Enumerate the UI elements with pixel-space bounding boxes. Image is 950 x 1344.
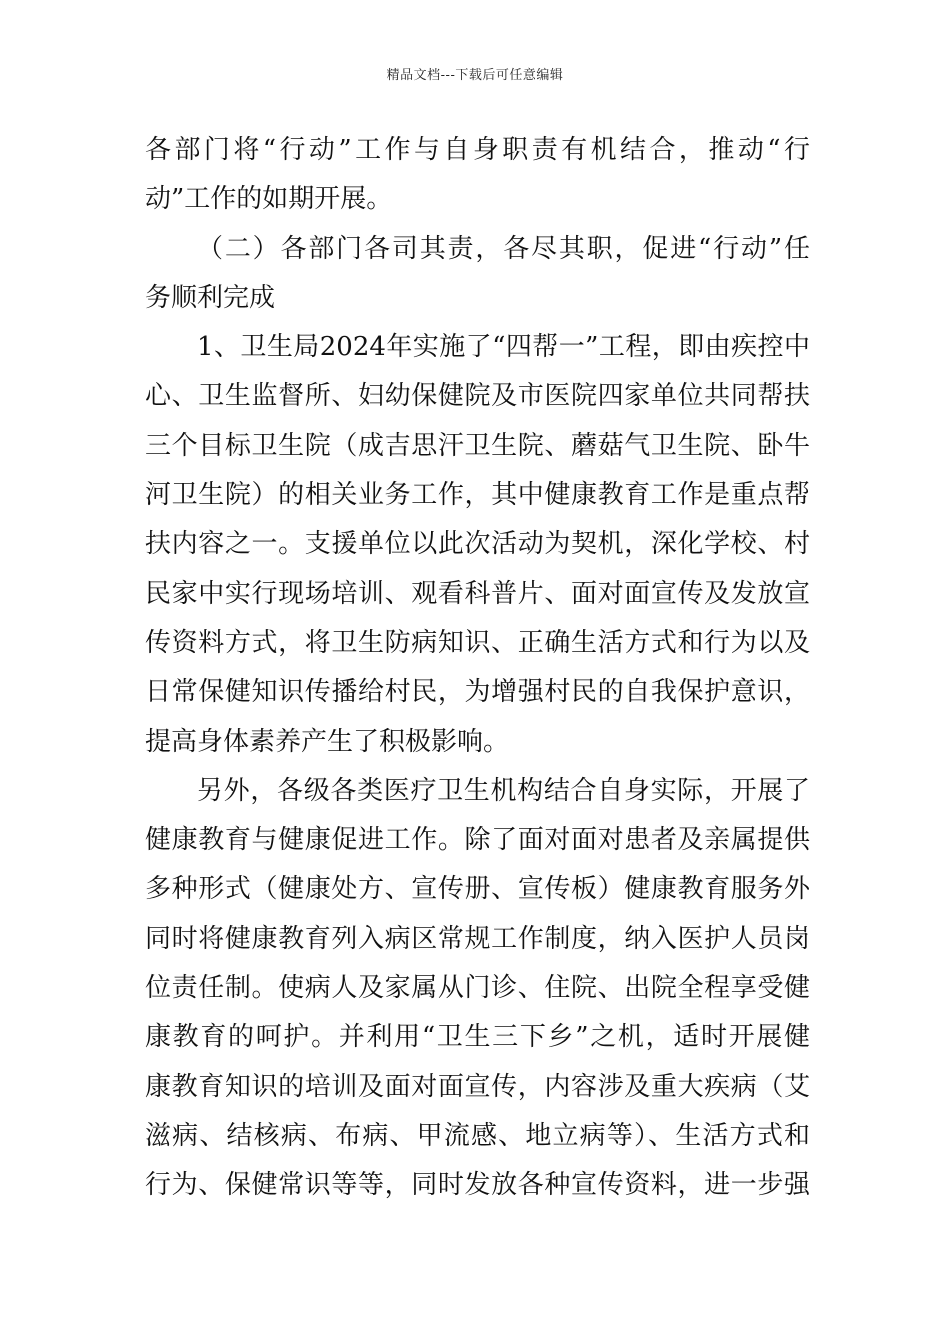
text-line: 民家中实行现场培训、观看科普片、面对面宣传及发放宣 [145, 578, 810, 609]
text-line: 1、卫生局2024年实施了“四帮一”工程，即由疾控中 [197, 332, 810, 363]
text-line: 传资料方式，将卫生防病知识、正确生活方式和行为以及 [145, 627, 810, 658]
text-line: 扶内容之一。支援单位以此次活动为契机，深化学校、村 [145, 529, 810, 560]
text-line: 同时将健康教育列入病区常规工作制度，纳入医护人员岗 [145, 923, 810, 954]
paragraph-1 [145, 126, 810, 225]
text-line: 各部门将“行动”工作与自身职责有机结合，推动“行 [145, 135, 810, 165]
text-line: 滋病、结核病、布病、甲流感、地立病等）、生活方式和 [145, 1120, 810, 1151]
text-line: 务顺利完成 [145, 282, 276, 313]
paragraph-3 [145, 323, 810, 767]
paragraph-4 [145, 767, 810, 1211]
text-line: 另外，各级各类医疗卫生机构结合自身实际，开展了 [197, 775, 810, 806]
text-line: 河卫生院）的相关业务工作，其中健康教育工作是重点帮 [145, 480, 810, 511]
text-line: 位责任制。使病人及家属从门诊、住院、出院全程享受健 [145, 973, 810, 1004]
text-line: 三个目标卫生院（成吉思汗卫生院、蘑菇气卫生院、卧牛 [145, 430, 810, 461]
text-line: 心、卫生监督所、妇幼保健院及市医院四家单位共同帮扶 [145, 381, 810, 412]
text-line: 日常保健知识传播给村民，为增强村民的自我保护意识， [145, 677, 810, 708]
text-line: 行为、保健常识等等，同时发放各种宣传资料，进一步强 [145, 1170, 810, 1201]
text-line: （二）各部门各司其责，各尽其职，促进“行动”任 [197, 233, 810, 264]
text-line: 多种形式（健康处方、宣传册、宣传板）健康教育服务外 [145, 874, 810, 905]
page-header: 精品文档---下载后可任意编辑 [386, 68, 564, 83]
text-line: 康教育的呵护。并利用“卫生三下乡”之机，适时开展健 [145, 1022, 810, 1053]
paragraph-2 [145, 225, 810, 324]
text-line: 康教育知识的培训及面对面宣传，内容涉及重大疾病（艾 [145, 1071, 810, 1102]
document-body [145, 126, 810, 1211]
text-line: 动”工作的如期开展。 [145, 184, 393, 215]
text-line: 健康教育与健康促进工作。除了面对面对患者及亲属提供 [145, 825, 810, 856]
text-line: 提高身体素养产生了积极影响。 [145, 726, 510, 757]
